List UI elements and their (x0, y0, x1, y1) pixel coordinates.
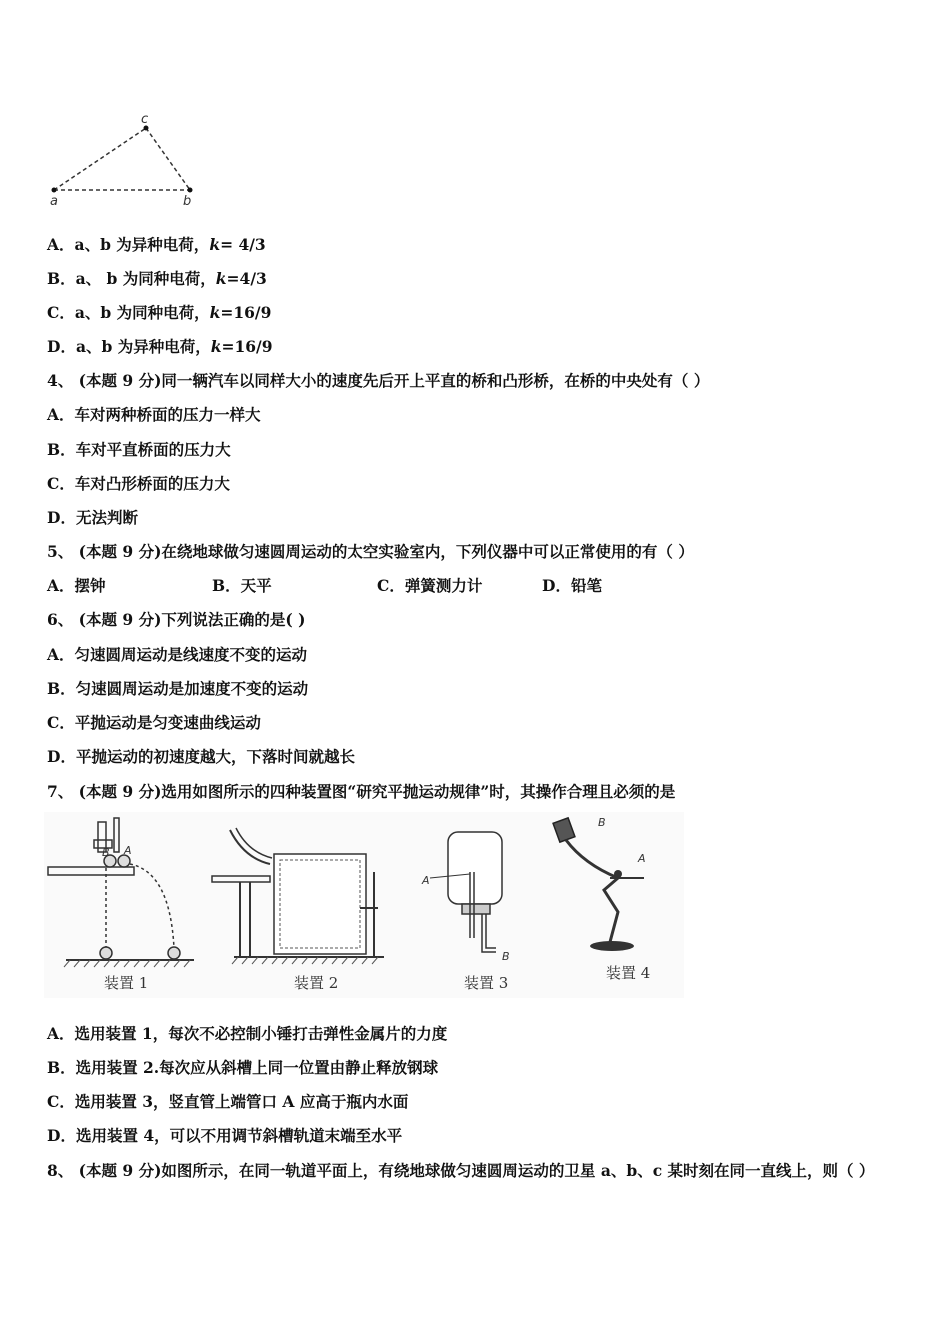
q6-option-d: D．平抛运动的初速度越大，下落时间就越长 (47, 747, 355, 766)
device4-caption: 装置 4 (606, 964, 651, 982)
q3-option-c: C．a、b 为同种电荷，k=16/9 (47, 303, 272, 322)
device3-label-a: A (422, 874, 430, 887)
q5-option-a: A．摆钟 (47, 576, 106, 595)
q6-option-b: B．匀速圆周运动是加速度不变的运动 (47, 679, 309, 698)
device2-caption: 装置 2 (294, 974, 339, 992)
triangle-figure (40, 108, 210, 208)
q7-option-c: C．选用装置 3，竖直管上端管口 A 应高于瓶内水面 (47, 1092, 409, 1111)
point-b (188, 188, 193, 193)
edge-cb (146, 128, 190, 190)
label-c: c (141, 112, 149, 127)
q3-option-a: A．a、b 为异种电荷，k= 4/3 (47, 235, 266, 254)
device1-label-b: B (102, 846, 110, 859)
q8-stem: 8、 (本题 9 分)如图所示，在同一轨道平面上，有绕地球做匀速圆周运动的卫星 a、b、c 某时刻在同一直线上，则（ ） (47, 1161, 875, 1180)
q7-stem: 7、 (本题 9 分)选用如图所示的四种装置图“研究平抛运动规律”时，其操作合理且必须的是 (47, 782, 676, 801)
edge-ac (54, 128, 146, 190)
q4-option-b: B．车对平直桥面的压力大 (47, 440, 231, 459)
device4-base (590, 941, 634, 951)
point-a (52, 188, 57, 193)
q7-devices-figure (44, 812, 684, 1002)
q7-option-b: B．选用装置 2.每次应从斜槽上同一位置由静止释放钢球 (47, 1058, 439, 1077)
device4-label-a: A (638, 852, 646, 865)
device4-ball (614, 870, 622, 878)
q6-option-c: C．平抛运动是匀变速曲线运动 (47, 713, 261, 732)
q3-option-d: D．a、b 为异种电荷，k=16/9 (47, 337, 273, 356)
q5-option-d: D．铅笔 (542, 576, 602, 595)
device1-label-a: A (124, 844, 132, 857)
label-a: a (50, 194, 58, 208)
device2-board (274, 854, 366, 954)
q5-stem: 5、 (本题 9 分)在绕地球做匀速圆周运动的太空实验室内，下列仪器中可以正常使用的有（ ） (47, 542, 694, 561)
q6-stem: 6、 (本题 9 分)下列说法正确的是( ) (47, 610, 306, 629)
q3-option-b: B．a、 b 为同种电荷，k=4/3 (47, 269, 267, 288)
device4-label-b: B (598, 816, 606, 829)
device1-caption: 装置 1 (104, 974, 149, 992)
q4-option-d: D．无法判断 (47, 508, 138, 527)
device1-ball-landed-1 (100, 947, 112, 959)
q5-option-c: C．弹簧测力计 (377, 576, 483, 595)
q4-option-a: A．车对两种桥面的压力一样大 (47, 405, 261, 424)
device3-bottle (448, 832, 502, 904)
q4-stem: 4、 (本题 9 分)同一辆汽车以同样大小的速度先后开上平直的桥和凸形桥，在桥的中央处有（ ） (47, 371, 710, 390)
device3-stopper (462, 904, 490, 914)
q6-option-a: A．匀速圆周运动是线速度不变的运动 (47, 645, 308, 664)
device3-label-b: B (502, 950, 510, 963)
q4-option-c: C．车对凸形桥面的压力大 (47, 474, 230, 493)
q7-option-a: A．选用装置 1，每次不必控制小锤打击弹性金属片的力度 (47, 1024, 448, 1043)
q5-option-b: B．天平 (212, 576, 272, 595)
label-b: b (183, 194, 192, 208)
device3-caption: 装置 3 (464, 974, 509, 992)
device1-ball-landed-2 (168, 947, 180, 959)
q7-option-d: D．选用装置 4，可以不用调节斜槽轨道末端至水平 (47, 1126, 403, 1145)
